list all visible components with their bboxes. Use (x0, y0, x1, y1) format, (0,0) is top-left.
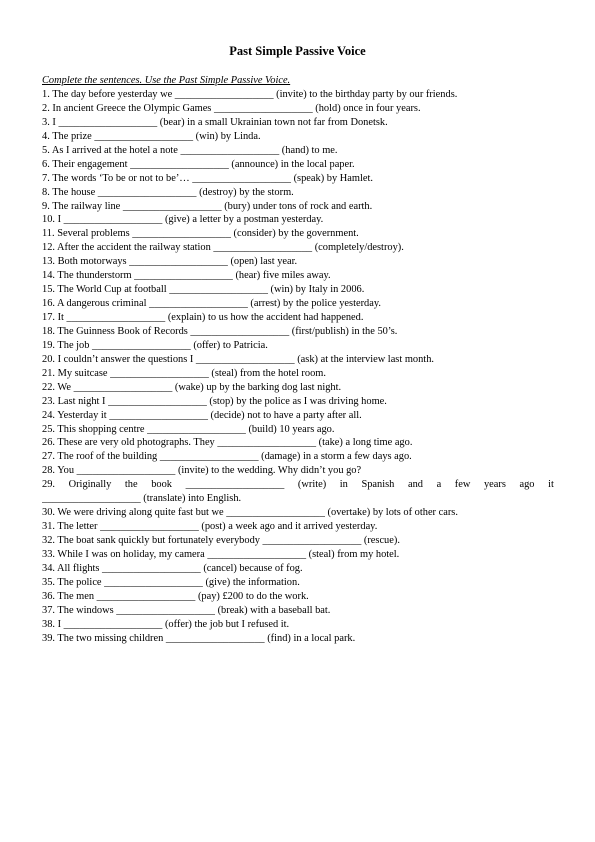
exercise-item-14: 14. The thunderstorm ___________________ (hear) five miles away. (42, 270, 331, 282)
word: and (407, 479, 423, 491)
word: few (454, 479, 471, 491)
exercise-item-28: 28. You ___________________ (invite) to the wedding. Why didn’t you go? (42, 465, 362, 477)
word: a (436, 479, 442, 491)
instructions: Complete the sentences. Use the Past Simple Passive Voice. (42, 75, 291, 86)
word: years (483, 479, 506, 491)
exercise-item-39: 39. The two missing children ___________________ (find) in a local park. (42, 632, 356, 644)
exercise-item-24: 24. Yesterday it ___________________ (decide) not to have a party after all. (42, 409, 362, 421)
exercise-list (42, 88, 554, 646)
exercise-item-31: 31. The letter ___________________ (post) a week ago and it arrived yesterday. (42, 521, 378, 533)
exercise-item-34: 34. All flights ___________________ (cancel) because of fog. (42, 562, 303, 574)
exercise-item-18: 18. The Guinness Book of Records ___________________ (first/publish) in the 50’s. (42, 325, 398, 337)
exercise-item-22: 22. We ___________________ (wake) up by the barking dog last night. (42, 381, 342, 393)
exercise-item-36: 36. The men ___________________ (pay) £200 to do the work. (42, 590, 309, 602)
exercise-item-26: 26. These are very old photographs. They ___________________ (take) a long time ago. (42, 437, 413, 449)
word: in (339, 479, 348, 491)
exercise-item-4: 4. The prize ___________________ (win) by Linda. (42, 130, 261, 142)
exercise-item-35: 35. The police ___________________ (give) the information. (42, 576, 300, 588)
exercise-item-20: 20. I couldn’t answer the questions I ___________________ (ask) at the interview last month. (42, 353, 434, 365)
exercise-item-17: 17. It ___________________ (explain) to us how the accident had happened. (42, 312, 364, 323)
exercise-item-27: 27. The roof of the building ___________________ (damage) in a storm a few days ago. (42, 451, 412, 463)
exercise-item-23: 23. Last night I ___________________ (stop) by the police as I was driving home. (42, 395, 387, 407)
exercise-item-30: 30. We were driving along quite fast but we ___________________ (overtake) by lots of other cars. (42, 507, 458, 519)
exercise-item-33: 33. While I was on holiday, my camera ___________________ (steal) from my hotel. (42, 548, 400, 560)
exercise-item-7: 7. The words ‘To be or not to be’… ___________________ (speak) by Hamlet. (42, 172, 373, 184)
word: (write) (297, 479, 327, 491)
exercise-item-15: 15. The World Cup at football ___________________ (win) by Italy in 2006. (42, 284, 365, 296)
word: it (548, 479, 554, 491)
word: the (124, 479, 138, 491)
answer-blank: ___________________ (185, 479, 285, 491)
word: book (151, 479, 172, 491)
exercise-item-37: 37. The windows ___________________ (break) with a baseball bat. (42, 604, 331, 616)
exercise-item-3: 3. I ___________________ (bear) in a small Ukrainian town not far from Donetsk. (42, 116, 388, 128)
exercise-item-29-line2: ___________________ (translate) into English. (42, 493, 242, 505)
exercise-item-6: 6. Their engagement ___________________ (announce) in the local paper. (42, 158, 355, 170)
exercise-item-1: 1. The day before yesterday we ___________________ (invite) to the birthday party by our friends. (42, 89, 458, 100)
exercise-item-9: 9. The railway line ___________________ (bury) under tons of rock and earth. (42, 200, 373, 212)
exercise-item-38: 38. I ___________________ (offer) the job but I refused it. (42, 618, 290, 630)
exercise-item-16: 16. A dangerous criminal ___________________ (arrest) by the police yesterday. (42, 298, 381, 310)
exercise-item-11: 11. Several problems ___________________ (consider) by the government. (42, 228, 359, 240)
exercise-item-29 (42, 478, 554, 506)
exercise-item-5: 5. As I arrived at the hotel a note ___________________ (hand) to me. (42, 144, 338, 156)
exercise-item-32: 32. The boat sank quickly but fortunately everybody ___________________ (rescue). (42, 535, 400, 547)
exercise-item-2: 2. In ancient Greece the Olympic Games ___________________ (hold) once in four years. (42, 102, 421, 114)
exercise-item-8: 8. The house ___________________ (destroy) by the storm. (42, 186, 294, 198)
exercise-item-13: 13. Both motorways ___________________ (open) last year. (42, 256, 298, 268)
exercise-item-12: 12. After the accident the railway station ___________________ (completely/destroy). (42, 242, 404, 254)
exercise-item-19: 19. The job ___________________ (offer) to Patricia. (42, 339, 268, 351)
exercise-item-21: 21. My suitcase ___________________ (steal) from the hotel room. (42, 367, 326, 379)
exercise-item-10: 10. I ___________________ (give) a letter by a postman yesterday. (42, 214, 324, 226)
exercise-item-25: 25. This shopping centre ___________________ (build) 10 years ago. (42, 423, 335, 435)
page-title: Past Simple Passive Voice (229, 44, 366, 58)
word: ago (519, 479, 535, 491)
exercise-item-29-line1 (42, 478, 554, 492)
word: Originally (68, 479, 112, 491)
word: Spanish (361, 479, 395, 491)
word: 29. (42, 479, 55, 491)
